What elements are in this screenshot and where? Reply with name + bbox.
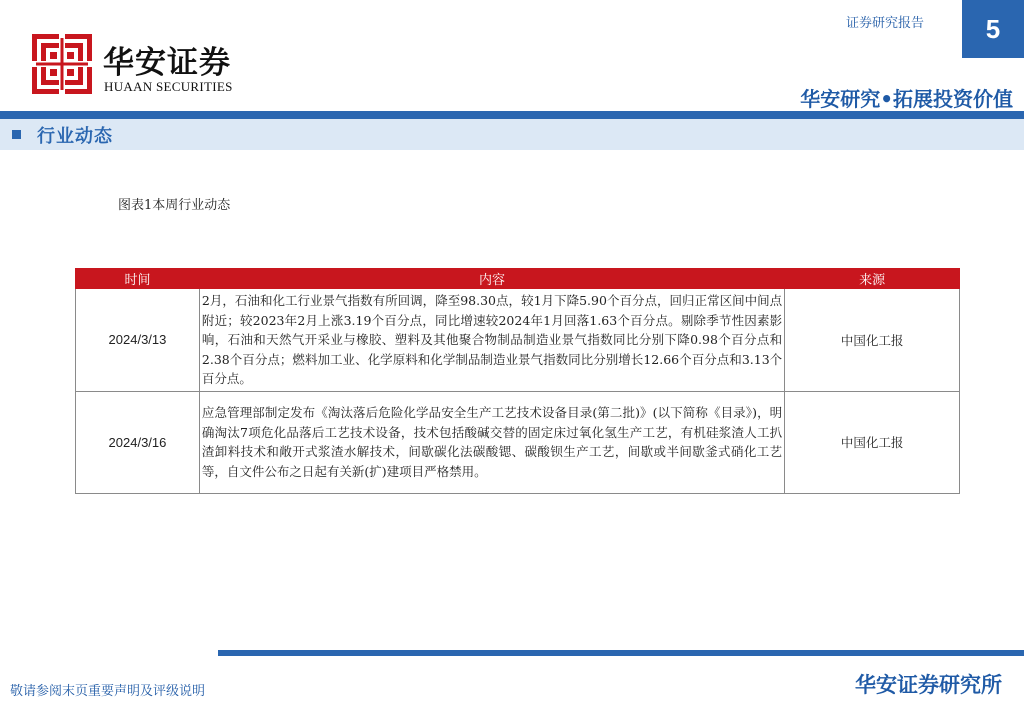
row-date: 2024/3/16: [76, 391, 200, 493]
table-row: [76, 391, 960, 493]
column-header-content: 内容: [199, 269, 784, 289]
row-source: 中国化工报: [785, 391, 960, 493]
section-header: [0, 119, 1024, 150]
brand-name-en: HUAAN SECURITIES: [104, 79, 233, 94]
footer-brand: 华安证券研究所: [855, 673, 1002, 697]
report-type-label: 证券研究报告: [846, 16, 925, 31]
disclaimer-link[interactable]: 敬请参阅末页重要声明及评级说明: [10, 684, 206, 699]
header-divider: [0, 111, 1024, 119]
figure-caption: 图表1本周行业动态: [118, 198, 231, 213]
industry-news-table: [75, 268, 960, 494]
row-content: 2月，石油和化工行业景气指数有所回调，降至98.30点，较1月下降5.90个百分点，回归正常区间中间点附近；较2023年2月上涨3.19个百分点，同比增速较2024年1月回落1.63个百分点。剔除季节性因素影响，石油和天然气开采业与橡胶、塑料及其他聚合物制品制造业景气指数同比分别下降0.98个百分点和2.38个百分点；燃料加工业、化学原料和化学制品制造业景气指数同比分别增长12.66个百分点和3.13个百分点。: [199, 289, 784, 392]
row-source: 中国化工报: [785, 289, 960, 392]
row-date: 2024/3/13: [76, 289, 200, 392]
row-content: 应急管理部制定发布《淘汰落后危险化学品安全生产工艺技术设备目录(第二批)》(以下简称《目录》)，明确淘汰7项危化品落后工艺技术设备，技术包括酸碱交替的固定床过氧化氢生产工艺，有机硅浆渣人工扒渣卸料技术和敞开式浆渣水解技术，间歇碳化法碳酸锶、碳酸钡生产工艺，间歇或半间歇釜式硝化工艺等，自文件公布之日起有关新(扩)建项目严格禁用。: [199, 391, 784, 493]
square-bullet-icon: [12, 130, 21, 139]
column-header-source: 来源: [785, 269, 960, 289]
column-header-date: 时间: [76, 269, 200, 289]
table-header-row: [76, 269, 960, 289]
slogan: 华安研究•拓展投资价值: [800, 87, 1013, 111]
brand-name-cn: 华安证券: [103, 45, 231, 81]
section-title: 行业动态: [37, 125, 113, 147]
table-row: [76, 289, 960, 392]
huaan-logo-icon: [32, 34, 92, 94]
page-number: 5: [962, 0, 1024, 58]
footer-divider: [218, 650, 1024, 656]
